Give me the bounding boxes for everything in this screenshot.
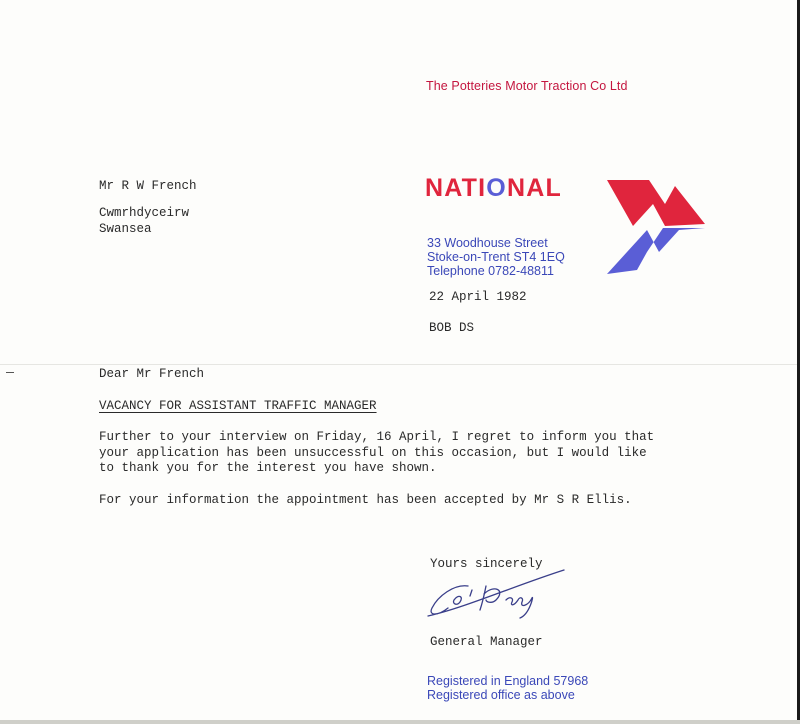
paragraph-line: Further to your interview on Friday, 16 April, I regret to inform you that <box>99 430 655 444</box>
reference: BOB DS <box>429 321 475 335</box>
double-n-logo-icon <box>605 178 707 278</box>
body-paragraph-2: For your information the appointment has been accepted by Mr S R Ellis. <box>99 493 632 507</box>
paper-fold-line <box>0 364 800 365</box>
national-wordmark <box>425 176 562 201</box>
handwritten-signature <box>424 556 574 626</box>
phone-line: Telephone 0782-48811 <box>427 264 554 278</box>
registration-footer <box>427 674 588 702</box>
logo-red-arrow <box>607 180 705 226</box>
registration-line: Registered in England 57968 <box>427 674 589 688</box>
valediction: Yours sincerely <box>430 557 543 571</box>
company-name: The Potteries Motor Traction Co Ltd <box>426 79 628 93</box>
scan-bottom-edge <box>0 720 800 724</box>
salutation: Dear Mr French <box>99 367 205 381</box>
wordmark-part-1: NATI <box>425 174 487 202</box>
signatory-title: General Manager <box>430 635 543 649</box>
paragraph-line: to thank you for the interest you have shown. <box>99 461 437 475</box>
letter-date: 22 April 1982 <box>429 290 527 304</box>
registered-office-line: Registered office as above <box>427 688 575 702</box>
recipient-block <box>99 178 197 237</box>
logo-blue-arrow <box>607 228 705 274</box>
recipient-address-line: Swansea <box>99 222 152 236</box>
address-line: 33 Woodhouse Street <box>427 236 548 250</box>
paragraph-line: your application has been unsuccessful on this occasion, but I would like <box>99 445 647 460</box>
letterhead-address <box>427 236 565 278</box>
recipient-address-line: Cwmrhdyceirw <box>99 206 190 220</box>
address-line: Stoke-on-Trent ST4 1EQ <box>427 250 565 264</box>
wordmark-part-2: O <box>486 174 507 202</box>
recipient-name: Mr R W French <box>99 179 197 193</box>
body-paragraph-1 <box>99 430 654 477</box>
wordmark-part-3: NAL <box>506 174 562 202</box>
subject-line: VACANCY FOR ASSISTANT TRAFFIC MANAGER <box>99 399 377 413</box>
margin-mark <box>6 372 14 373</box>
